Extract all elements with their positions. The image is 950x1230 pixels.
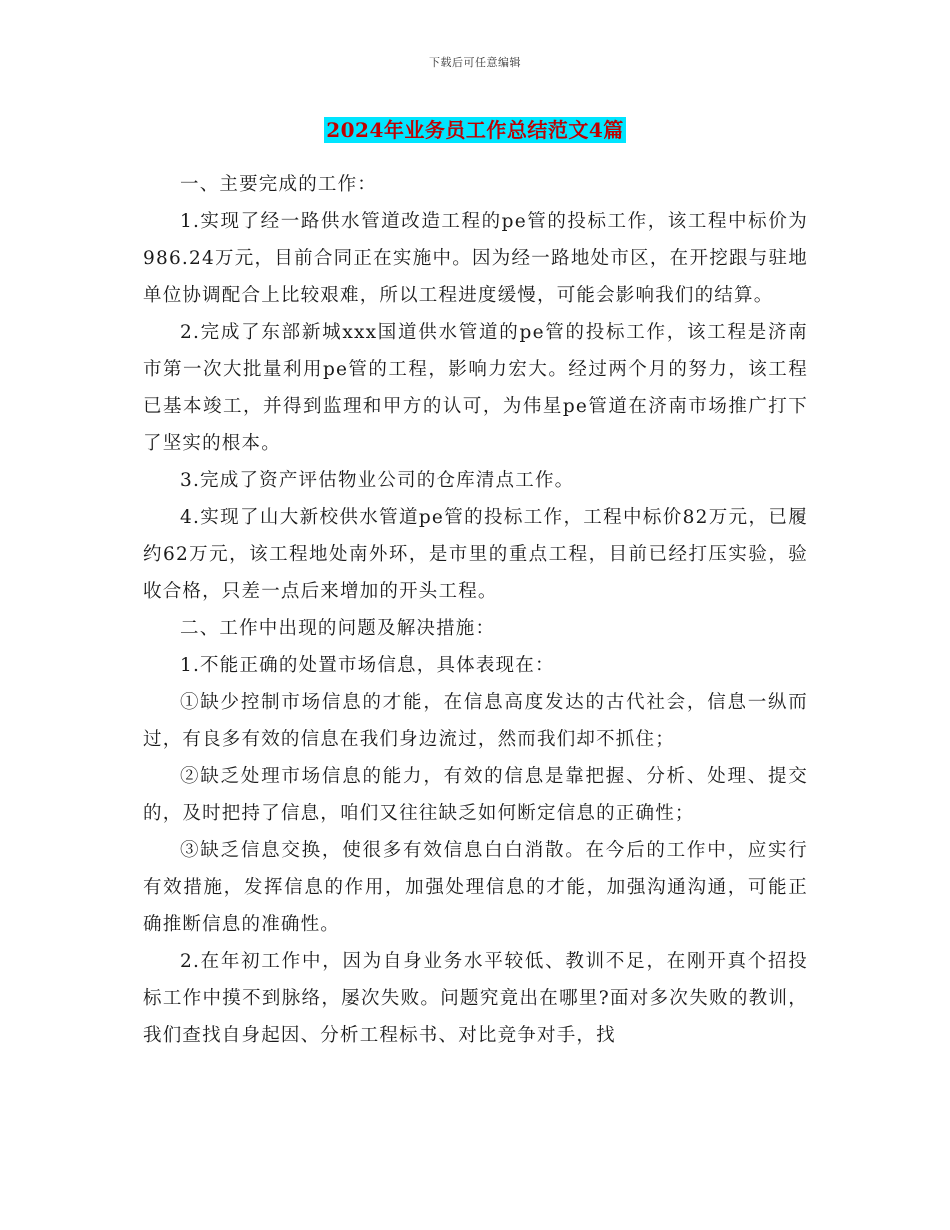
document-title: 2024年业务员工作总结范文4篇 (326, 118, 624, 142)
section-heading-problems: 二、工作中出现的问题及解决措施： (180, 618, 496, 639)
paragraph-item-2: 2.完成了东部新城xxx国道供水管道的pe管的投标工作，该工程是济南市第一次大批量利用pe管的工程，影响力宏大。经过两个月的努力，该工程已基本竣工，并得到监理和甲方的认可，为伟星pe管道在济南市场推广打下了坚实的根本。 (143, 322, 808, 454)
paragraph-item-4: 4.实现了山大新校供水管道pe管的投标工作，工程中标价82万元，已履约62万元，该工程地处南外环，是市里的重点工程，目前已经打压实验，验收合格，只差一点后来增加的开头工程。 (143, 507, 808, 602)
title-container (0, 117, 950, 143)
paragraph-item-3: 3.完成了资产评估物业公司的仓库清点工作。 (180, 470, 575, 491)
paragraph-subpoint-1: ①缺少控制市场信息的才能，在信息高度发达的古代社会，信息一纵而过，有良多有效的信息在我们身边流过，然而我们却不抓住； (143, 692, 808, 750)
paragraph-problem-1: 1.不能正确的处置市场信息，具体表现在： (180, 655, 555, 676)
paragraph-subpoint-3: ③缺乏信息交换，使很多有效信息白白消散。在今后的工作中，应实行有效措施，发挥信息的作用，加强处理信息的才能，加强沟通沟通，可能正确推断信息的准确性。 (143, 840, 808, 935)
page-header-note: 下载后可任意编辑 (429, 56, 521, 69)
paragraph-subpoint-2: ②缺乏处理市场信息的能力，有效的信息是靠把握、分析、处理、提交的，及时把持了信息，咱们又往往缺乏如何断定信息的正确性； (143, 766, 808, 824)
section-heading-completed-work: 一、主要完成的工作： (180, 174, 378, 195)
document-body (143, 166, 808, 1054)
paragraph-item-1: 1.实现了经一路供水管道改造工程的pe管的投标工作，该工程中标价为986.24万元，目前合同正在实施中。因为经一路地处市区，在开挖跟与驻地单位协调配合上比较艰难，所以工程进度缓慢，可能会影响我们的结算。 (143, 211, 808, 306)
paragraph-problem-2: 2.在年初工作中，因为自身业务水平较低、教训不足，在刚开真个招投标工作中摸不到脉络，屡次失败。问题究竟出在哪里?面对多次失败的教训，我们查找自身起因、分析工程标书、对比竞争对手，找 (143, 951, 808, 1046)
